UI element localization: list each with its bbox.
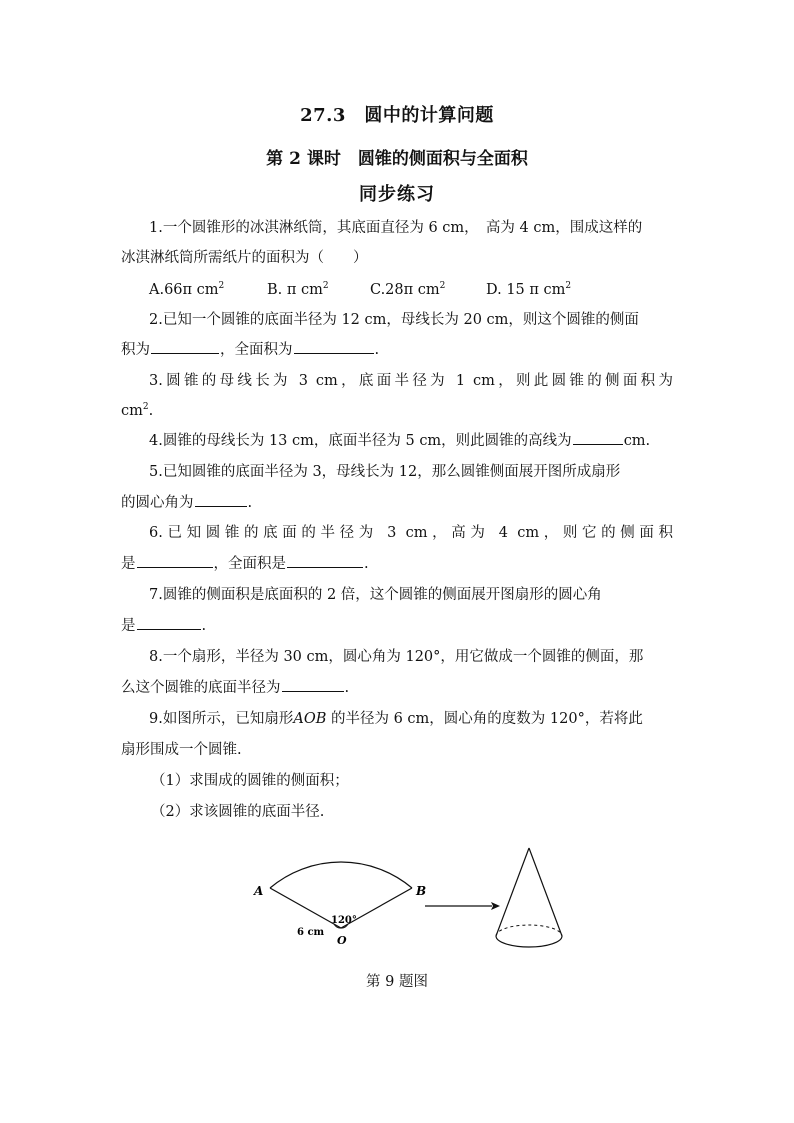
q9-figure xyxy=(240,840,580,960)
cone-side-left xyxy=(496,848,529,936)
q7-line2: 是 . xyxy=(121,615,673,637)
figure-caption: 第 9 题图 xyxy=(366,974,428,990)
q1-option-c: C.28π $cm^2$ xyxy=(370,281,446,298)
q1-options xyxy=(149,279,673,301)
answer-blank[interactable] xyxy=(573,430,623,445)
q9-line2: 扇形围成一个圆锥. xyxy=(121,742,242,758)
answer-blank[interactable] xyxy=(151,339,219,354)
lesson-title: 第 2 课时 圆锥的侧面积与全面积 xyxy=(266,149,528,169)
answer-blank[interactable] xyxy=(137,553,213,568)
practice-title: 同步练习 xyxy=(359,184,435,205)
q3-line1: 3.圆锥的母线长为 3 cm，底面半径为 1 cm，则此圆锥的侧面积为 xyxy=(149,373,673,389)
answer-blank[interactable] xyxy=(195,492,247,507)
answer-blank[interactable] xyxy=(137,615,201,630)
q7-line1: 7.圆锥的侧面积是底面积的 2 倍，这个圆锥的侧面展开图扇形的圆心角 xyxy=(149,587,602,603)
label-b: B xyxy=(416,884,427,898)
q9-line1: 9.如图所示，已知扇形AOB 的半径为 6 cm，圆心角的度数为 120°，若将此 xyxy=(149,711,643,727)
q1-option-b: B. π $cm^2$ xyxy=(267,281,329,298)
q6-line2: 是 ，全面积是 . xyxy=(121,553,673,575)
answer-blank[interactable] xyxy=(282,677,344,692)
q2-line1: 2.已知一个圆锥的底面半径为 12 cm，母线长为 20 cm，则这个圆锥的侧面 xyxy=(149,312,639,328)
q9-sub1: （1）求围成的圆锥的侧面积； xyxy=(151,773,349,789)
answer-blank[interactable] xyxy=(294,339,374,354)
section-title: 27.3 圆中的计算问题 xyxy=(300,105,494,126)
label-angle: 120° xyxy=(331,915,357,926)
cone-base-back xyxy=(496,925,562,936)
label-radius: 6 cm xyxy=(297,927,325,938)
q3-line2: $cm^2$. xyxy=(121,402,154,419)
sector-arc xyxy=(270,862,412,888)
label-o: O xyxy=(337,934,347,947)
answer-blank[interactable] xyxy=(287,553,363,568)
cone-side-right xyxy=(529,848,562,936)
q1-option-d: D. 15 π $cm^2$ xyxy=(486,281,572,298)
q6-line1: 6.已知圆锥的底面的半径为 3 cm，高为 4 cm，则它的侧面积 xyxy=(149,525,673,541)
cone-base-front xyxy=(496,936,562,947)
q1-line2: 冰淇淋纸筒所需纸片的面积为（ ） xyxy=(121,250,368,266)
q9-sub2: （2）求该圆锥的底面半径. xyxy=(151,804,325,820)
q2-line2: 积为 ，全面积为 . xyxy=(121,339,673,361)
q1-line1: 1.一个圆锥形的冰淇淋纸筒，其底面直径为 6 cm， 高为 4 cm，围成这样的 xyxy=(149,220,643,236)
q1-option-a: A.66π $cm^2$ xyxy=(149,281,225,298)
q8-line2: 么这个圆锥的底面半径为 . xyxy=(121,677,673,699)
label-a: A xyxy=(254,884,264,898)
arrow-head-icon xyxy=(491,902,500,910)
q8-line1: 8.一个扇形，半径为 30 cm，圆心角为 120°，用它做成一个圆锥的侧面，那 xyxy=(149,649,644,665)
q5-line1: 5.已知圆锥的底面半径为 3，母线长为 12，那么圆锥侧面展开图所成扇形 xyxy=(149,464,621,480)
q4-line1: 4.圆锥的母线长为 13 cm，底面半径为 5 cm，则此圆锥的高线为 cm. xyxy=(149,430,673,452)
q5-line2: 的圆心角为 . xyxy=(121,492,673,514)
